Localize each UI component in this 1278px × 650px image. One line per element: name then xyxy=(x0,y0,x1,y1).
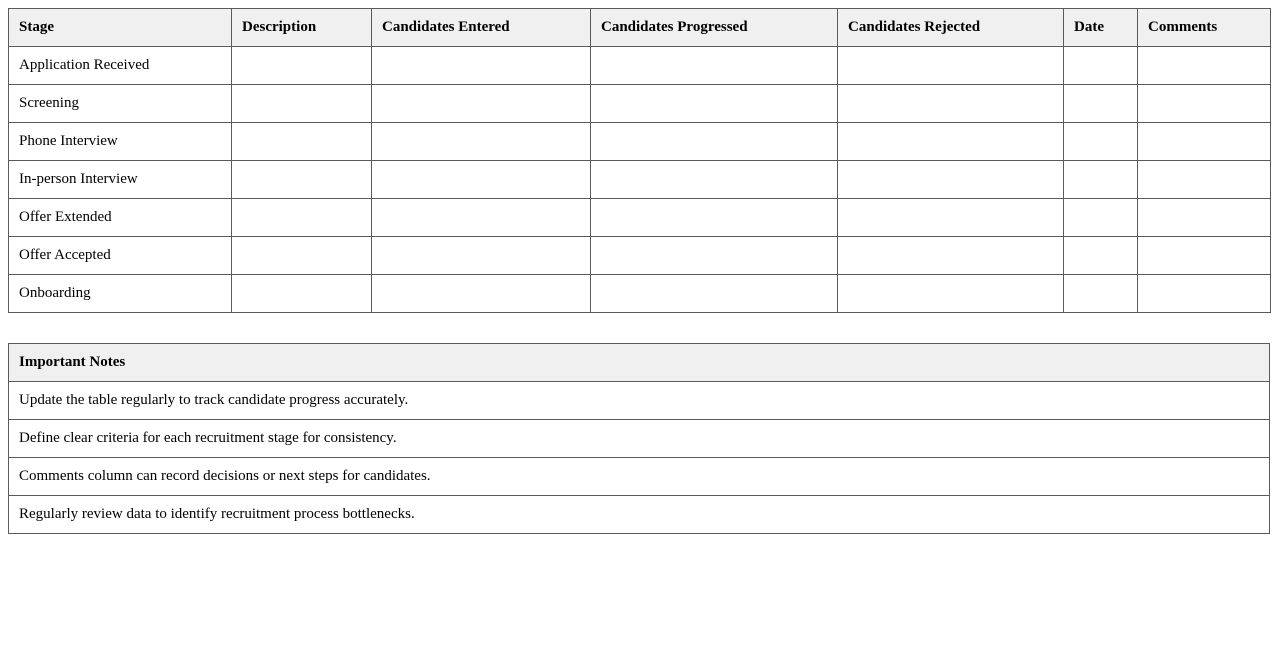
notes-title: Important Notes xyxy=(9,344,1270,382)
date-cell[interactable] xyxy=(1064,123,1138,161)
date-cell[interactable] xyxy=(1064,199,1138,237)
note-text: Update the table regularly to track candidate progress accurately. xyxy=(9,382,1270,420)
list-item xyxy=(9,420,1270,458)
stage-cell: Phone Interview xyxy=(9,123,232,161)
candidates-rejected-cell[interactable] xyxy=(838,47,1064,85)
comments-cell[interactable] xyxy=(1138,47,1271,85)
candidates-progressed-cell[interactable] xyxy=(591,161,838,199)
description-cell[interactable] xyxy=(232,237,372,275)
header-stage: Stage xyxy=(9,9,232,47)
list-item xyxy=(9,382,1270,420)
comments-cell[interactable] xyxy=(1138,275,1271,313)
stage-cell: Onboarding xyxy=(9,275,232,313)
note-text: Define clear criteria for each recruitment stage for consistency. xyxy=(9,420,1270,458)
header-comments: Comments xyxy=(1138,9,1271,47)
date-cell[interactable] xyxy=(1064,47,1138,85)
candidates-rejected-cell[interactable] xyxy=(838,123,1064,161)
candidates-progressed-cell[interactable] xyxy=(591,123,838,161)
date-cell[interactable] xyxy=(1064,85,1138,123)
comments-cell[interactable] xyxy=(1138,199,1271,237)
comments-cell[interactable] xyxy=(1138,85,1271,123)
list-item xyxy=(9,458,1270,496)
description-cell[interactable] xyxy=(232,161,372,199)
stage-cell: Application Received xyxy=(9,47,232,85)
notes-header-row xyxy=(9,344,1270,382)
candidates-rejected-cell[interactable] xyxy=(838,85,1064,123)
table-row xyxy=(9,161,1271,199)
candidates-entered-cell[interactable] xyxy=(372,161,591,199)
candidates-progressed-cell[interactable] xyxy=(591,275,838,313)
date-cell[interactable] xyxy=(1064,161,1138,199)
comments-cell[interactable] xyxy=(1138,123,1271,161)
stage-cell: Screening xyxy=(9,85,232,123)
stage-cell: Offer Accepted xyxy=(9,237,232,275)
table-row xyxy=(9,123,1271,161)
candidates-progressed-cell[interactable] xyxy=(591,199,838,237)
note-text: Comments column can record decisions or next steps for candidates. xyxy=(9,458,1270,496)
candidates-progressed-cell[interactable] xyxy=(591,47,838,85)
description-cell[interactable] xyxy=(232,199,372,237)
table-row xyxy=(9,47,1271,85)
recruitment-tracker-table xyxy=(8,8,1271,313)
candidates-entered-cell[interactable] xyxy=(372,47,591,85)
date-cell[interactable] xyxy=(1064,237,1138,275)
stage-cell: Offer Extended xyxy=(9,199,232,237)
important-notes-table xyxy=(8,343,1270,534)
candidates-rejected-cell[interactable] xyxy=(838,161,1064,199)
list-item xyxy=(9,496,1270,534)
candidates-rejected-cell[interactable] xyxy=(838,237,1064,275)
table-row xyxy=(9,237,1271,275)
description-cell[interactable] xyxy=(232,85,372,123)
candidates-entered-cell[interactable] xyxy=(372,237,591,275)
date-cell[interactable] xyxy=(1064,275,1138,313)
description-cell[interactable] xyxy=(232,123,372,161)
header-candidates-rejected: Candidates Rejected xyxy=(838,9,1064,47)
comments-cell[interactable] xyxy=(1138,161,1271,199)
candidates-progressed-cell[interactable] xyxy=(591,237,838,275)
description-cell[interactable] xyxy=(232,275,372,313)
candidates-entered-cell[interactable] xyxy=(372,123,591,161)
note-text: Regularly review data to identify recruitment process bottlenecks. xyxy=(9,496,1270,534)
header-candidates-entered: Candidates Entered xyxy=(372,9,591,47)
table-header-row xyxy=(9,9,1271,47)
header-description: Description xyxy=(232,9,372,47)
candidates-entered-cell[interactable] xyxy=(372,275,591,313)
header-date: Date xyxy=(1064,9,1138,47)
candidates-entered-cell[interactable] xyxy=(372,199,591,237)
header-candidates-progressed: Candidates Progressed xyxy=(591,9,838,47)
table-row xyxy=(9,199,1271,237)
candidates-entered-cell[interactable] xyxy=(372,85,591,123)
description-cell[interactable] xyxy=(232,47,372,85)
stage-cell: In-person Interview xyxy=(9,161,232,199)
table-row xyxy=(9,85,1271,123)
comments-cell[interactable] xyxy=(1138,237,1271,275)
candidates-rejected-cell[interactable] xyxy=(838,275,1064,313)
candidates-rejected-cell[interactable] xyxy=(838,199,1064,237)
table-row xyxy=(9,275,1271,313)
candidates-progressed-cell[interactable] xyxy=(591,85,838,123)
